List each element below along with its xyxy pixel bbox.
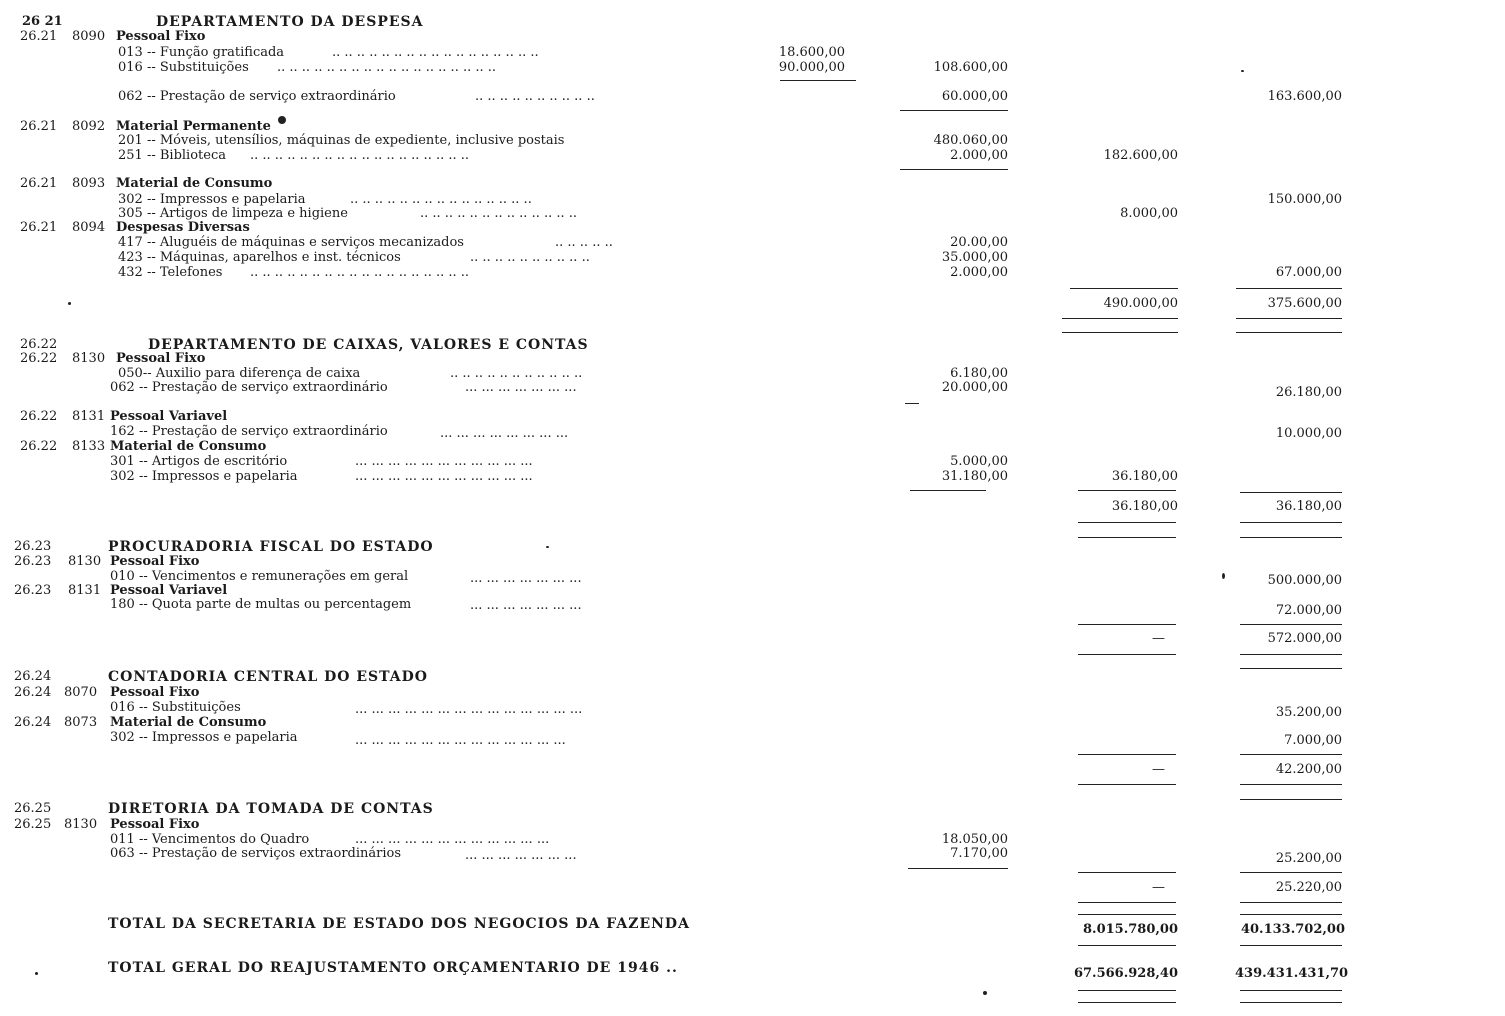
item-dots: ... ... ... ... ... ... ...: [465, 848, 577, 863]
rule: [1240, 522, 1342, 523]
section-code: 26.22: [20, 337, 58, 352]
value-c2: 60.000,00: [941, 89, 1008, 104]
row-code: 26.22: [20, 351, 58, 366]
row-code: 26.21: [20, 176, 58, 191]
value-c4: 150.000,00: [1267, 192, 1342, 207]
subtotal-c3: —: [1152, 880, 1165, 895]
row-label: Pessoal Variavel: [110, 409, 228, 424]
rule: [1240, 799, 1342, 800]
scan-speck: [546, 546, 549, 548]
rule: [1236, 288, 1342, 289]
item-label: 305 -- Artigos de limpeza e higiene: [118, 206, 348, 221]
value-c4: 35.200,00: [1275, 705, 1342, 720]
rule: [1078, 902, 1176, 903]
total-secretaria-c3: 8.015.780,00: [1083, 922, 1178, 937]
rule: [1078, 754, 1176, 755]
rule: [1236, 318, 1342, 319]
rule: [900, 169, 1008, 170]
rule: [1240, 537, 1342, 538]
row-label: Pessoal Fixo: [110, 685, 200, 700]
rule: [1240, 754, 1342, 755]
row-label: Material de Consumo: [110, 439, 267, 454]
item-dots: ... ... ... ... ... ... ... ... ... ... ...: [355, 469, 533, 484]
section-title: DIRETORIA DA TOMADA DE CONTAS: [108, 801, 434, 817]
item-label: 301 -- Artigos de escritório: [110, 454, 288, 469]
subtotal-c4: 572.000,00: [1267, 631, 1342, 646]
row-sub: 8094: [72, 220, 106, 235]
row-label: Pessoal Fixo: [116, 351, 206, 366]
rule: [1078, 624, 1176, 625]
scan-speck: [68, 302, 71, 305]
value-c4: 25.200,00: [1275, 851, 1342, 866]
value-c3: 36.180,00: [1111, 469, 1178, 484]
section-code: 26.23: [14, 539, 52, 554]
section-title: PROCURADORIA FISCAL DO ESTADO: [108, 539, 434, 555]
rule: [908, 868, 1008, 869]
scan-speck: [1241, 70, 1244, 72]
section-code: 26.24: [14, 669, 52, 684]
value-c4: 10.000,00: [1275, 426, 1342, 441]
section-title: CONTADORIA CENTRAL DO ESTADO: [108, 669, 428, 685]
row-code: 26.22: [20, 439, 58, 454]
subtotal-c4: 375.600,00: [1267, 296, 1342, 311]
row-sub: 8093: [72, 176, 106, 191]
item-label: 302 -- Impressos e papelaria: [118, 192, 306, 207]
rule: [1078, 654, 1176, 655]
row-label: Pessoal Fixo: [110, 817, 200, 832]
row-sub: 8130: [72, 351, 106, 366]
rule: [1240, 914, 1342, 915]
value-c2: 2.000,00: [950, 265, 1008, 280]
item-label: 011 -- Vencimentos do Quadro: [110, 832, 310, 847]
rule: [1240, 1002, 1342, 1003]
rule: [1240, 945, 1342, 946]
rule: [1078, 1002, 1176, 1003]
item-label: 016 -- Substituições: [118, 60, 249, 75]
item-label: 010 -- Vencimentos e remunerações em geral: [110, 569, 409, 584]
item-label: 016 -- Substituições: [110, 700, 241, 715]
item-label: 062 -- Prestação de serviço extraordinário: [110, 380, 388, 395]
row-code: 26.24: [14, 715, 52, 730]
row-label: Pessoal Fixo: [110, 554, 200, 569]
item-label: 050-- Auxilio para diferença de caixa: [118, 366, 361, 381]
item-label: 302 -- Impressos e papelaria: [110, 469, 298, 484]
row-label: Pessoal Fixo: [116, 29, 206, 44]
rule: [1078, 872, 1176, 873]
scan-speck: [35, 972, 38, 975]
item-dots: ... ... ... ... ... ... ... ...: [440, 426, 569, 441]
row-label: Material de Consumo: [116, 176, 273, 191]
total-geral-label: TOTAL GERAL DO REAJUSTAMENTO ORÇAMENTARIO DE 1946 ..: [108, 960, 678, 976]
total-secretaria-c4: 40.133.702,00: [1240, 922, 1345, 937]
row-sub: 8073: [64, 715, 98, 730]
rule: [1062, 318, 1178, 319]
item-dots: ... ... ... ... ... ... ...: [470, 598, 582, 613]
item-label: 251 -- Biblioteca: [118, 148, 226, 163]
value-c2: 6.180,00: [950, 366, 1008, 381]
row-code: 26.23: [14, 554, 52, 569]
row-code: 26.21: [20, 220, 58, 235]
item-dots: .. .. .. .. .. .. .. .. .. .. .. .. .. .. ..: [350, 192, 532, 207]
rule: [1240, 492, 1342, 493]
rule: [1236, 332, 1342, 333]
item-dots: .. .. .. .. .. .. .. .. .. ..: [475, 89, 595, 104]
item-dots: .. .. .. .. ..: [555, 235, 613, 250]
rule: [1240, 902, 1342, 903]
value-c1: 18.600,00: [778, 45, 845, 60]
value-c4: 7.000,00: [1284, 733, 1342, 748]
subtotal-c4: 42.200,00: [1275, 762, 1342, 777]
item-label: 201 -- Móveis, utensílios, máquinas de expediente, inclusive postais: [118, 133, 565, 148]
rule: [1078, 784, 1176, 785]
section-title: DEPARTAMENTO DA DESPESA: [156, 14, 424, 30]
rule: [1062, 332, 1178, 333]
total-geral-c3: 67.566.928,40: [1073, 966, 1178, 981]
item-dots: ... ... ... ... ... ... ... ... ... ... ... ... ...: [355, 733, 566, 748]
value-c2: 20.00,00: [950, 235, 1008, 250]
section-title: DEPARTAMENTO DE CAIXAS, VALORES E CONTAS: [148, 337, 589, 353]
value-c2: 20.000,00: [941, 380, 1008, 395]
rule: [1240, 990, 1342, 991]
rule: [1078, 914, 1176, 915]
rule: [1240, 624, 1342, 625]
ink-blot: [278, 116, 286, 124]
subtotal-c4: 25.220,00: [1275, 880, 1342, 895]
item-dots: ... ... ... ... ... ... ... ... ... ... ... ...: [355, 832, 550, 847]
item-dots: .. .. .. .. .. .. .. .. .. .. .. .. .. .. .. .. .. ..: [250, 265, 470, 280]
rule: [905, 403, 919, 404]
rule: [1240, 784, 1342, 785]
value-c2: 5.000,00: [950, 454, 1008, 469]
total-geral-c4: 439.431.431,70: [1235, 966, 1349, 981]
value-c1: 90.000,00: [778, 60, 845, 75]
subtotal-c3: —: [1152, 762, 1165, 777]
rule: [1078, 537, 1176, 538]
value-c4: 72.000,00: [1275, 603, 1342, 618]
value-c2: 31.180,00: [941, 469, 1008, 484]
item-dots: .. .. .. .. .. .. .. .. .. ..: [470, 250, 590, 265]
subtotal-c3: 490.000,00: [1103, 296, 1178, 311]
row-sub: 8131: [68, 583, 102, 598]
item-label: 432 -- Telefones: [118, 265, 223, 280]
row-code: 26.21: [20, 29, 58, 44]
item-label: 063 -- Prestação de serviços extraordinários: [110, 846, 402, 861]
subtotal-c4: 36.180,00: [1275, 499, 1342, 514]
subtotal-c3: —: [1152, 631, 1165, 646]
rule: [1078, 522, 1176, 523]
value-c2: 108.600,00: [933, 60, 1008, 75]
item-dots: .. .. .. .. .. .. .. .. .. .. .. .. .. .. .. .. .. ..: [277, 60, 497, 75]
rule: [900, 110, 1008, 111]
row-code: 26.25: [14, 817, 52, 832]
value-c4: 26.180,00: [1275, 385, 1342, 400]
value-c2: 2.000,00: [950, 148, 1008, 163]
scan-speck: [1222, 573, 1225, 579]
item-dots: ... ... ... ... ... ... ...: [465, 380, 577, 395]
row-sub: 8130: [64, 817, 98, 832]
section-code: 26 21: [22, 14, 63, 29]
row-sub: 8130: [68, 554, 102, 569]
row-sub: 8131: [72, 409, 106, 424]
rule: [1070, 288, 1178, 289]
total-secretaria-label: TOTAL DA SECRETARIA DE ESTADO DOS NEGOCIOS DA FAZENDA: [108, 916, 690, 932]
rule: [1078, 490, 1176, 491]
row-label: Pessoal Variavel: [110, 583, 228, 598]
item-dots: ... ... ... ... ... ... ... ... ... ... ... ... ... ...: [355, 702, 583, 717]
row-code: 26.23: [14, 583, 52, 598]
item-dots: ... ... ... ... ... ... ...: [470, 571, 582, 586]
value-c4: 163.600,00: [1267, 89, 1342, 104]
rule: [910, 490, 986, 491]
item-label: 162 -- Prestação de serviço extraordinário: [110, 424, 388, 439]
item-dots: ... ... ... ... ... ... ... ... ... ... ...: [355, 454, 533, 469]
rule: [1240, 872, 1342, 873]
rule: [780, 80, 856, 81]
row-sub: 8133: [72, 439, 106, 454]
item-label: 423 -- Máquinas, aparelhos e inst. técnicos: [118, 250, 401, 265]
value-c4: 67.000,00: [1275, 265, 1342, 280]
value-c2: 480.060,00: [933, 133, 1008, 148]
row-label: Material de Consumo: [110, 715, 267, 730]
row-sub: 8092: [72, 119, 106, 134]
row-label: Material Permanente: [116, 119, 271, 134]
item-label: 417 -- Aluguéis de máquinas e serviços mecanizados: [118, 235, 464, 250]
item-dots: .. .. .. .. .. .. .. .. .. .. .. .. .. .. .. .. ..: [332, 45, 539, 60]
rule: [1240, 668, 1342, 669]
value-c4: 500.000,00: [1267, 573, 1342, 588]
row-code: 26.22: [20, 409, 58, 424]
rule: [1240, 654, 1342, 655]
rule: [1078, 945, 1176, 946]
subtotal-c3: 36.180,00: [1111, 499, 1178, 514]
item-dots: .. .. .. .. .. .. .. .. .. .. ..: [450, 366, 583, 381]
item-label: 302 -- Impressos e papelaria: [110, 730, 298, 745]
value-c3: 182.600,00: [1103, 148, 1178, 163]
row-code: 26.21: [20, 119, 58, 134]
rule: [1078, 990, 1176, 991]
row-sub: 8090: [72, 29, 106, 44]
item-label: 062 -- Prestação de serviço extraordinário: [118, 89, 396, 104]
value-c2: 18.050,00: [941, 832, 1008, 847]
value-c3: 8.000,00: [1120, 206, 1178, 221]
item-dots: .. .. .. .. .. .. .. .. .. .. .. .. .. .. .. .. .. ..: [250, 148, 470, 163]
row-sub: 8070: [64, 685, 98, 700]
scan-speck: [983, 991, 987, 995]
item-label: 180 -- Quota parte de multas ou percentagem: [110, 597, 412, 612]
row-label: Despesas Diversas: [116, 220, 250, 235]
value-c2: 35.000,00: [941, 250, 1008, 265]
item-label: 013 -- Função gratificada: [118, 45, 285, 60]
item-dots: .. .. .. .. .. .. .. .. .. .. .. .. ..: [420, 206, 578, 221]
value-c2: 7.170,00: [950, 846, 1008, 861]
section-code: 26.25: [14, 801, 52, 816]
row-code: 26.24: [14, 685, 52, 700]
